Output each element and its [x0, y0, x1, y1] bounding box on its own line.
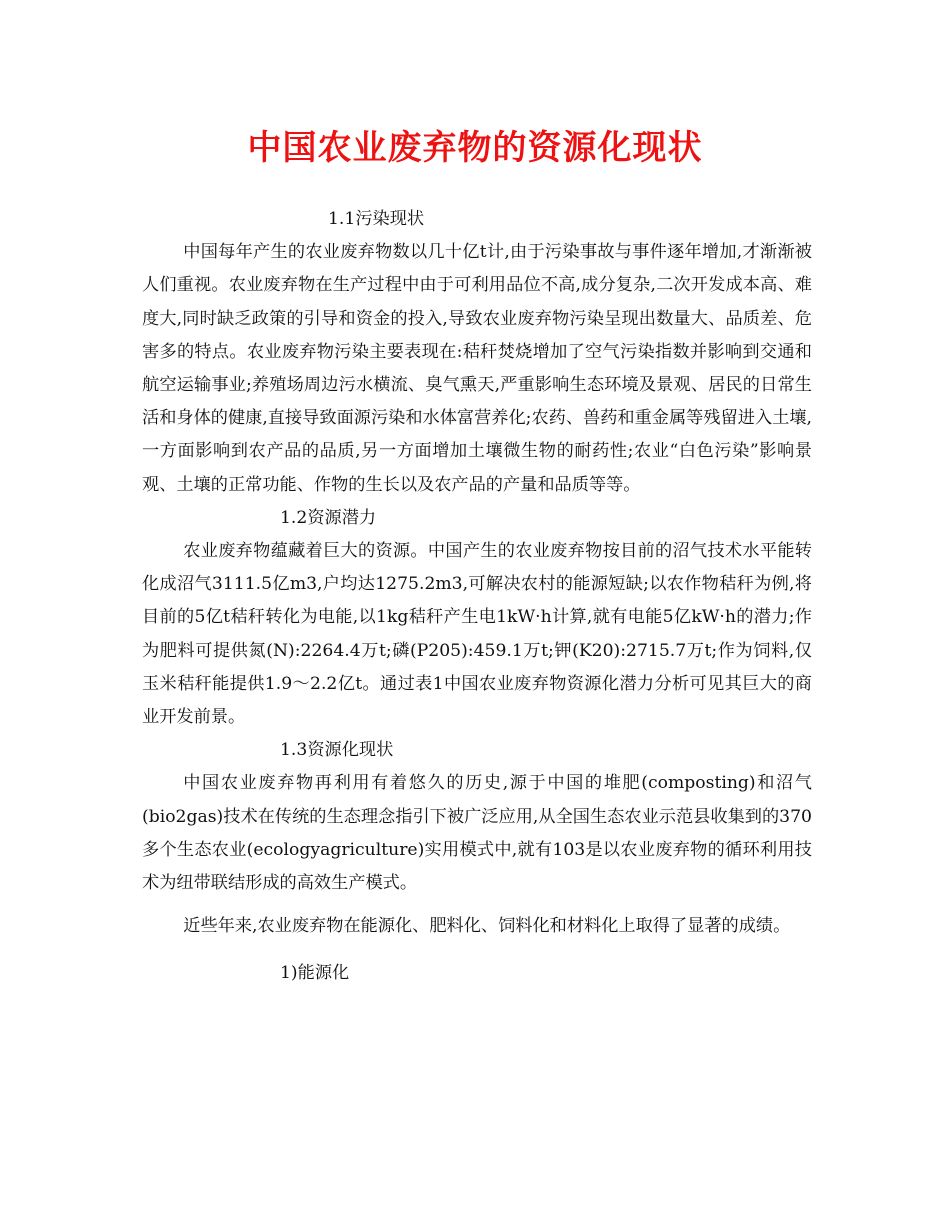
section-heading-potential: 1.2资源潜力 — [280, 507, 377, 528]
section-heading-pollution: 1.1污染现状 — [328, 209, 425, 229]
paragraph-pollution: 中国每年产生的农业废弃物数以几十亿t计,由于污染事故与事件逐年增加,才渐渐被人们重视。农业废弃物在生产过程中由于可利用品位不高,成分复杂,二次开发成本高、难度大,同时缺乏政策的引导和资金的投入,导致农业废弃物污染呈现出数量大、品质差、危害多的特点。农业废弃物污染主要表现在:秸秆焚烧增加了空气污染指数并影响到交通和航空运输事业;养殖场周边污水横流、臭气熏天,严重影响生态环境及景观、居民的日常生活和身体的健康,直接导致面源污染和水体富营养化;农药、兽药和重金属等残留进入土壤,一方面影响到农产品的品质,另一方面增加土壤微生物的耐药性;农业“白色污染”影响景观、土壤的正常功能、作物的生长以及农产品的产量和品质等等。 — [142, 242, 812, 495]
section-heading-status: 1.3资源化现状 — [280, 740, 394, 761]
document-body — [142, 203, 812, 991]
paragraph-status: 中国农业废弃物再利用有着悠久的历史,源于中国的堆肥(composting)和沼气(bio2gas)技术在传统的生态理念指引下被广泛应用,从全国生态农业示范县收集到的370多个生态农业(ecologyagriculture)实用模式中,就有103是以农业废弃物的循环利用技术为纽带联结形成的高效生产模式。 — [142, 773, 812, 894]
document-title: 中国农业废弃物的资源化现状 — [247, 128, 703, 168]
section-heading-energy: 1)能源化 — [280, 963, 350, 984]
paragraph-potential: 农业废弃物蕴藏着巨大的资源。中国产生的农业废弃物按目前的沼气技术水平能转化成沼气3111.5亿m3,户均达1275.2m3,可解决农村的能源短缺;以农作物秸秆为例,将目前的5亿t秸秆转化为电能,以1kg秸秆产生电1kW·h计算,就有电能5亿kW·h的潜力;作为肥料可提供氮(N):2264.4万t;磷(P205):459.1万t;钾(K20):2715.7万t;作为饲料,仅玉米秸秆能提供1.9～2.2亿t。通过表1中国农业废弃物资源化潜力分析可见其巨大的商业开发前景。 — [142, 541, 812, 728]
paragraph-recent-achievements: 近些年来,农业废弃物在能源化、肥料化、饲料化和材料化上取得了显著的成绩。 — [183, 916, 791, 937]
